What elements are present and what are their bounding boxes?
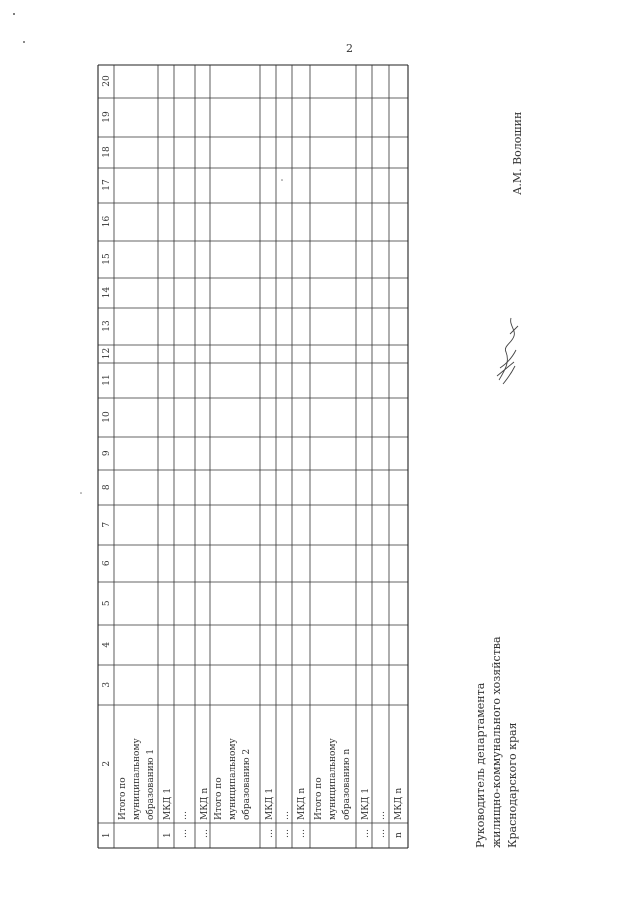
column-number: 8 <box>102 484 112 491</box>
row-index-cell: … <box>200 829 210 838</box>
row-label-cell: Итого по муниципальному образованию 2 <box>214 738 252 820</box>
column-number: 15 <box>102 253 112 265</box>
handwritten-signature <box>497 318 518 384</box>
row-label-cell: МКД 1 <box>361 787 371 820</box>
signature-name: А.М. Волошин <box>511 111 524 195</box>
column-number: 11 <box>102 374 112 386</box>
row-label-cell: … <box>377 811 387 820</box>
row-index-cell: … <box>361 829 371 838</box>
row-label-cell: МКД n <box>297 787 307 820</box>
column-number: 20 <box>102 75 112 87</box>
row-label-cell: Итого по муниципальному образованию n <box>314 738 352 820</box>
row-label-cell: Итого по муниципальному образованию 1 <box>118 738 156 820</box>
signature-title-line-1: Руководитель департамента <box>474 682 487 848</box>
row-label-cell: МКД 1 <box>265 787 275 820</box>
row-index-cell: … <box>265 829 275 838</box>
row-label-cell: … <box>281 811 291 820</box>
column-number: 3 <box>102 681 112 688</box>
row-label-cell: МКД 1 <box>163 787 173 820</box>
row-label-cell: МКД n <box>394 787 404 820</box>
data-table <box>98 65 408 848</box>
column-number: 19 <box>102 111 112 123</box>
row-index-cell: 1 <box>163 832 173 838</box>
column-number: 14 <box>102 286 112 299</box>
column-number: 16 <box>102 215 112 228</box>
row-index-cell: … <box>179 829 189 838</box>
column-number: 7 <box>102 521 112 528</box>
page-number: 2 <box>346 42 353 55</box>
column-number: 6 <box>102 560 112 567</box>
column-number: 1 <box>102 832 112 839</box>
column-number: 9 <box>102 450 112 457</box>
column-number: 12 <box>102 347 112 360</box>
column-number: 5 <box>102 600 112 607</box>
row-index-cell: … <box>377 829 387 838</box>
row-label-cell: МКД n <box>200 787 210 820</box>
column-number: 18 <box>102 146 112 158</box>
signature-title-line-3: Краснодарского края <box>506 722 519 848</box>
scan-speck <box>281 179 283 181</box>
row-label-cell: … <box>179 811 189 820</box>
signature-title-line-2: жилищно-коммунального хозяйства <box>490 636 503 848</box>
scan-speck <box>23 41 25 43</box>
row-index-cell: … <box>281 829 291 838</box>
row-index-cell: … <box>297 829 307 838</box>
column-number: 4 <box>102 641 112 648</box>
column-number: 2 <box>102 760 112 767</box>
column-number: 17 <box>102 179 112 191</box>
scan-speck <box>13 13 15 15</box>
column-number: 13 <box>102 320 112 332</box>
scan-speck <box>80 492 82 494</box>
column-number: 10 <box>102 411 112 423</box>
row-index-cell: n <box>394 832 404 838</box>
